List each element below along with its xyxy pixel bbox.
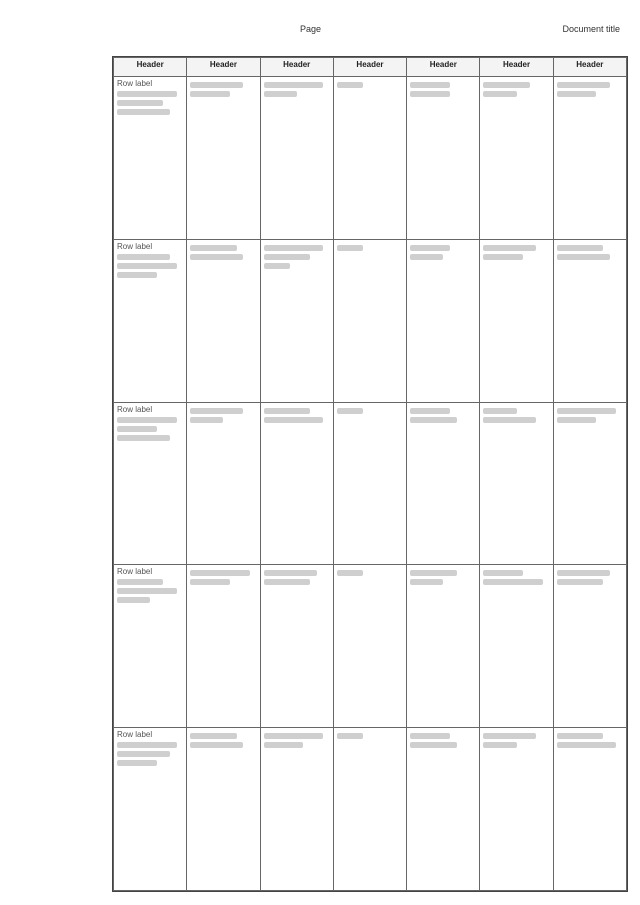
text-placeholder: [190, 417, 223, 423]
table-row: [114, 565, 627, 728]
text-placeholder: [410, 742, 456, 748]
table-cell: [480, 565, 553, 728]
text-placeholder: [410, 579, 443, 585]
document-title: Document title: [562, 24, 620, 34]
text-placeholder: [117, 588, 177, 594]
text-placeholder: [117, 263, 177, 269]
text-placeholder: [264, 733, 324, 739]
table-row: [114, 402, 627, 565]
text-placeholder: [410, 82, 450, 88]
text-placeholder: [557, 579, 603, 585]
table-cell: [553, 402, 626, 565]
text-placeholder: [557, 82, 610, 88]
text-placeholder: [117, 760, 157, 766]
text-placeholder: [264, 417, 324, 423]
text-placeholder: [264, 408, 310, 414]
table-cell: [553, 728, 626, 891]
table-cell: [480, 239, 553, 402]
text-placeholder: [264, 254, 310, 260]
table-cell: [480, 402, 553, 565]
text-placeholder: [483, 254, 523, 260]
text-placeholder: [117, 751, 170, 757]
table-cell: [260, 728, 333, 891]
table-cell: [333, 728, 406, 891]
table-cell: [407, 402, 480, 565]
text-placeholder: [190, 91, 230, 97]
table-cell: [553, 239, 626, 402]
table-cell: [480, 728, 553, 891]
table-cell: [260, 239, 333, 402]
text-placeholder: [190, 408, 243, 414]
column-header: Header: [187, 58, 260, 77]
text-placeholder: [483, 733, 536, 739]
data-table: [113, 57, 627, 891]
table-row: [114, 239, 627, 402]
text-placeholder: [557, 254, 610, 260]
text-placeholder: [117, 272, 157, 278]
column-header: Header: [553, 58, 626, 77]
text-placeholder: [190, 570, 250, 576]
column-header: Header: [114, 58, 187, 77]
text-placeholder: [410, 408, 450, 414]
table-cell: [407, 565, 480, 728]
text-placeholder: [117, 91, 177, 97]
table-cell: [114, 565, 187, 728]
row-label: Row label: [117, 241, 153, 251]
text-placeholder: [557, 417, 597, 423]
table-cell: [333, 239, 406, 402]
text-placeholder: [557, 733, 603, 739]
table-cell: [260, 77, 333, 240]
column-header: Header: [407, 58, 480, 77]
text-placeholder: [410, 91, 450, 97]
text-placeholder: [410, 254, 443, 260]
text-placeholder: [557, 91, 597, 97]
table-row: [114, 77, 627, 240]
row-label: Row label: [117, 79, 153, 88]
table-cell: [114, 402, 187, 565]
text-placeholder: [264, 263, 291, 269]
text-placeholder: [264, 742, 304, 748]
table-cell: [187, 402, 260, 565]
row-label: Row label: [117, 404, 153, 414]
text-placeholder: [557, 570, 610, 576]
table-cell: [407, 77, 480, 240]
text-placeholder: [117, 417, 177, 423]
table-cell: [114, 728, 187, 891]
text-placeholder: [483, 245, 536, 251]
text-placeholder: [117, 426, 157, 432]
table-cell: [407, 239, 480, 402]
text-placeholder: [410, 570, 456, 576]
text-placeholder: [557, 408, 617, 414]
table-cell: [260, 565, 333, 728]
document-frame: [112, 56, 628, 892]
column-header: Header: [333, 58, 406, 77]
text-placeholder: [483, 742, 516, 748]
text-placeholder: [117, 579, 163, 585]
text-placeholder: [190, 254, 243, 260]
table-cell: [407, 728, 480, 891]
column-header: Header: [480, 58, 553, 77]
text-placeholder: [264, 579, 310, 585]
text-placeholder: [337, 408, 364, 414]
table-cell: [187, 728, 260, 891]
table-cell: [260, 402, 333, 565]
table-header-row: [114, 58, 627, 77]
table-cell: [187, 77, 260, 240]
text-placeholder: [117, 254, 170, 260]
page-number: Page: [300, 24, 322, 34]
text-placeholder: [483, 579, 543, 585]
table-cell: [187, 239, 260, 402]
table-cell: [187, 565, 260, 728]
text-placeholder: [483, 408, 516, 414]
text-placeholder: [337, 82, 364, 88]
text-placeholder: [190, 82, 243, 88]
text-placeholder: [190, 245, 236, 251]
text-placeholder: [483, 570, 523, 576]
text-placeholder: [264, 82, 324, 88]
row-label: Row label: [117, 567, 153, 577]
text-placeholder: [190, 579, 230, 585]
text-placeholder: [117, 597, 150, 603]
text-placeholder: [337, 245, 364, 251]
text-placeholder: [190, 742, 243, 748]
table-cell: [553, 565, 626, 728]
text-placeholder: [190, 733, 236, 739]
text-placeholder: [117, 435, 170, 441]
text-placeholder: [264, 570, 317, 576]
table-cell: [114, 239, 187, 402]
row-label: Row label: [117, 730, 153, 740]
text-placeholder: [557, 245, 603, 251]
text-placeholder: [117, 742, 177, 748]
text-placeholder: [117, 109, 170, 115]
text-placeholder: [410, 733, 450, 739]
table-cell: [333, 402, 406, 565]
text-placeholder: [410, 245, 450, 251]
text-placeholder: [264, 91, 297, 97]
text-placeholder: [557, 742, 617, 748]
column-header: Header: [260, 58, 333, 77]
text-placeholder: [337, 570, 364, 576]
text-placeholder: [264, 245, 324, 251]
text-placeholder: [410, 417, 456, 423]
text-placeholder: [117, 100, 163, 106]
text-placeholder: [483, 417, 536, 423]
table-cell: [333, 565, 406, 728]
text-placeholder: [337, 733, 364, 739]
table-cell: [553, 77, 626, 240]
table-cell: [333, 77, 406, 240]
table-cell: [114, 77, 187, 240]
text-placeholder: [483, 91, 516, 97]
table-cell: [480, 77, 553, 240]
table-row: [114, 728, 627, 891]
text-placeholder: [483, 82, 529, 88]
